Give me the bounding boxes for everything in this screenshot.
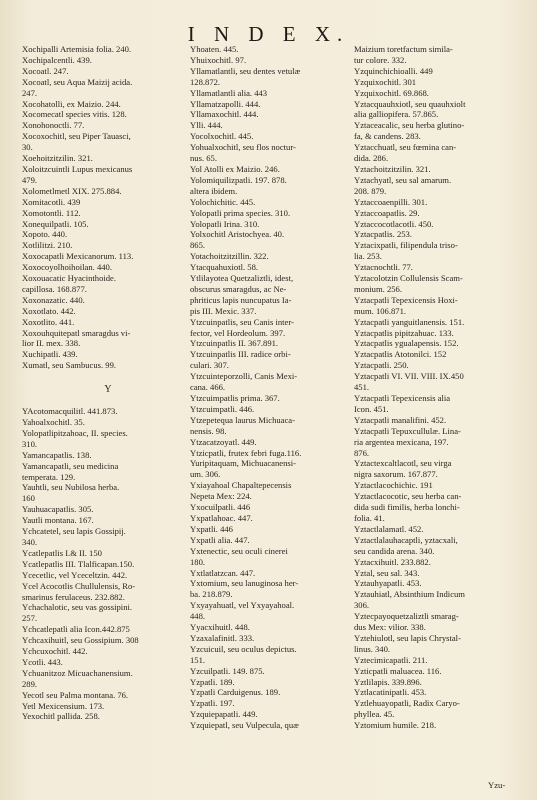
index-entry: Yzaxalafinitl. 333. (190, 632, 255, 643)
index-entry: Yol Atolli ex Maizio. 246. (190, 163, 280, 174)
index-entry: Yzquiepapatli. 449. (190, 709, 258, 720)
index-entry: Yztlehuayopatli, Radix Caryo- (354, 698, 460, 709)
index-entry: Yzquixochitl. 69.868. (354, 87, 429, 98)
index-entry: Yohualxochitl, seu flos noctur- (190, 142, 296, 153)
index-entry: Yolopatlipitzahoac, II. species. (22, 427, 128, 438)
index-entry: culari. 307. (190, 360, 229, 371)
index-entry: Ychcatetel, seu lapis Gossipij. (22, 526, 126, 537)
index-entry: Yztaceacalic, seu herba glutino- (354, 120, 465, 131)
index-entry: phriticus lapis nuncupatus Ia- (190, 294, 292, 305)
index-entry: Xocoxochitl, seu Piper Tauasci, (22, 131, 131, 142)
index-entry: Ychachalotic, seu vas gossipini. (22, 602, 133, 613)
index-entry: Yzpatli. 197. (190, 698, 235, 709)
index-entry: Ychuanitzoz Micuachanensium. (22, 667, 133, 678)
index-entry: Ytzcuimpatlis prima. 367. (190, 393, 280, 403)
index-entry: Xotlilitzi. 210. (22, 240, 73, 251)
index-entry: Yxiayahoal Chapaltepecensis (190, 480, 292, 491)
index-entry: Yzcuilpatli. 149. 875. (190, 665, 265, 676)
index-entry: Xomitacotli. 439 (22, 196, 81, 207)
index-entry: Xolometlmetl XIX. 275.884. (22, 185, 122, 196)
index-entry: Ychcaxihuitl, seu Gossipium. 308 (22, 635, 139, 646)
index-entry: seu candida arena. 340. (354, 545, 435, 556)
index-entry: Yetl Mexicensium. 173. (22, 700, 105, 711)
index-entry: Yztlacatinipatli. 453. (354, 687, 427, 698)
index-entry: Xoloitzcuintli Lupus mexicanus (22, 163, 133, 174)
index-entry: Yhoaten. 445. (190, 44, 239, 54)
index-entry: Yolomiquilizpatli. 197. 878. (190, 174, 287, 185)
index-entry: capillosa. 168.877. (22, 283, 87, 294)
index-entry: Yztomium humile. 218. (354, 720, 437, 731)
index-entry: Yztacpatlis. 253. (354, 229, 412, 240)
index-entry: Yamancapatli, seu medicina (22, 460, 119, 471)
index-entry: 479. (22, 174, 38, 185)
index-entry: phyllea. 45. (354, 709, 395, 720)
index-entry: nigra saxorum. 167.877. (354, 469, 438, 480)
index-entry: Yztacpatli VI. VII. VIII. IX.450 (354, 371, 464, 382)
index-entry: Yzquixochitl. 301 (354, 76, 417, 87)
index-entry: dida. 286. (354, 153, 389, 164)
index-entry: dus Mex: vilior. 338. (354, 622, 426, 633)
index-entry: Xuchipatli. 439. (22, 349, 78, 360)
index-entry: Maizium toretfactum simila- (354, 44, 453, 54)
index-entry: Xoehoitzitzilin. 321. (22, 153, 93, 164)
index-entry: Yztehiulotl, seu lapis Chrystal- (354, 632, 461, 643)
index-entry: Ytzicpatli, frutex febri fuga.116. (190, 447, 302, 458)
index-entry: nus. 65. (190, 153, 217, 164)
index-entry: altera ibidem. (190, 185, 238, 196)
index-entry: linus. 340. (354, 643, 391, 654)
index-entry: Ychcuxochitl. 442. (22, 646, 88, 657)
index-entry: cana. 466. (190, 382, 226, 393)
index-entry: um. 306. (190, 469, 221, 480)
index-entry: Yztacpatli. 250. (354, 360, 409, 371)
index-entry: obscurus smaragdus, ac Ne- (190, 283, 287, 294)
index-entry: Yztecimicapatli. 211. (354, 654, 428, 665)
index-entry: Yxyayahuatl, vel Yxyayahoal. (190, 600, 295, 611)
index-entry: Ytzcuinpatlis, seu Canis inter- (190, 316, 294, 327)
index-entry: Yztacpatlis pipitzahuac. 133. (354, 327, 454, 338)
index-entry: Yzcuicuil, seu oculus depictus. (190, 643, 297, 654)
index-entry: fector, vel Hordeolum. 397. (190, 327, 286, 338)
index-entry: Xomotontli. 112. (22, 207, 81, 218)
index-entry: Yztacpatlis ygualapensis. 152. (354, 338, 459, 349)
index-entry: Yauhtli, seu Nubilosa herba. (22, 482, 120, 493)
index-entry: Xochipalcentli. 439. (22, 54, 92, 65)
index-entry: 340. (22, 536, 38, 547)
index-entry: Ytacquahuxiotl. 58. (190, 262, 259, 273)
index-entry: Yztacolotzin Collulensis Scam- (354, 273, 463, 284)
index-entry: Ytzacatzoyatl. 449. (190, 436, 257, 447)
index-entry: YAcotomacquilitl. 441.873. (22, 406, 118, 417)
index-entry: Yztaccoaenpilli. 301. (354, 196, 428, 207)
catchword: Yzu- (488, 780, 506, 790)
index-entry: dida sudi fimilis, herba lonchi- (354, 502, 460, 513)
index-entry: Yzquiepatl, seu Vulpecula, quæ (190, 720, 299, 731)
index-entry: folia. 41. (354, 512, 385, 523)
index-entry: Yztacpatli manalifini. 452. (354, 414, 447, 425)
index-entry: Yztacpatli Tepexicensis alia (354, 393, 451, 403)
index-entry: Ycecetlic, vel Yceceltzin. 442. (22, 569, 128, 580)
index-entry: 876. (354, 447, 370, 458)
index-entry: Yxpatli alia. 447. (190, 534, 250, 545)
index-entry: lia. 253. (354, 251, 382, 262)
index-entry: Yztacixpatli, filipendula triso- (354, 240, 458, 251)
index-entry: Yztacpatli yanguitlanensis. 151. (354, 316, 465, 327)
index-column-3 (354, 44, 526, 731)
index-entry: Yztaccocotlacotli. 450. (354, 218, 434, 229)
index-entry: Yllamatzapolli. 444. (190, 98, 261, 109)
index-entry: 151. (190, 654, 206, 665)
index-entry: Yhuixochitl. 97. (190, 54, 247, 65)
index-entry: Xocohatolli, ex Maizio. 244. (22, 98, 121, 109)
index-entry: Yyacxihuitl. 448. (190, 622, 250, 633)
index-entry: Yxtenectic, seu oculi cinerei (190, 545, 288, 556)
index-entry: Ytlilayotea Quetzaliztli, idest, (190, 273, 294, 284)
index-column-1 (22, 44, 194, 722)
index-heading: I N D E X. (187, 22, 350, 46)
index-entry: Yzpatli. 189. (190, 676, 235, 687)
index-entry: fa, & candens. 283. (354, 131, 421, 142)
index-entry: Yzticpatli maluacea. 116. (354, 665, 442, 676)
index-entry: 306. (354, 600, 370, 611)
index-entry: Xonequilpatli. 105. (22, 218, 89, 229)
index-entry: 128.872. (190, 76, 221, 87)
index-entry: Yztacpatlis Atotonilci. 152 (354, 349, 447, 360)
index-entry: Ytzcuinpatlis III. radice orbi- (190, 349, 291, 360)
index-entry: Ycel Acocotlis Chullulensis, Ro- (22, 580, 136, 591)
index-entry: Xoxotlato. 442. (22, 305, 76, 316)
index-entry: Xoxocoyolhoihoilan. 440. (22, 262, 112, 273)
index-entry: Xochipalli Artemisia folia. 240. (22, 44, 132, 54)
index-entry: Icon. 451. (354, 403, 389, 414)
index-entry: Yahoalxochitl. 35. (22, 417, 85, 427)
index-entry: Yxpatli. 446 (190, 523, 233, 534)
index-entry: lior II. mex. 338. (22, 338, 81, 349)
index-entry: Yolopatli Irina. 310. (190, 218, 260, 229)
index-entry: 208. 879. (354, 185, 387, 196)
index-entry: Xocoatl. 247. (22, 65, 69, 76)
index-entry: Yztactlalauhacaptli, yztacxali, (354, 534, 458, 545)
index-entry: Yztauhyapatli. 453. (354, 578, 422, 589)
index-entry: pis III. Mexic. 337. (190, 305, 257, 316)
index-entry: Yxpatlahoac. 447. (190, 512, 253, 523)
index-entry: Xumatl, seu Sambucus. 99. (22, 360, 117, 371)
index-entry: Yztauhiatl, Absinthium Indicum (354, 589, 465, 600)
index-entry: Yztachoitzitzilin. 321. (354, 163, 431, 174)
index-entry: 160 (22, 493, 35, 504)
index-entry: Yztacnochtli. 77. (354, 262, 413, 273)
index-entry: 451. (354, 382, 370, 393)
index-entry: monium. 256. (354, 283, 402, 294)
index-entry: Yztactlacochichic. 191 (354, 480, 433, 491)
index-entry: Yztactlacocotic, seu herba can- (354, 491, 462, 502)
index-entry: Yztactexcaltlacotl, seu virga (354, 458, 452, 469)
index-entry: Xopoto. 440. (22, 229, 68, 240)
index-column-2 (190, 44, 362, 731)
index-entry: mum. 106.871. (354, 305, 407, 316)
index-entry: Ytzcuimpatli. 446. (190, 403, 255, 414)
index-entry: Yexochitl pallida. 258. (22, 711, 100, 722)
index-entry: Xoxonazatic. 440. (22, 294, 85, 305)
index-entry: Yllamaxochitl. 444. (190, 109, 259, 120)
index-entry: Ytzcuinteporzolli, Canis Mexi- (190, 371, 298, 382)
index-entry: Yzpatli Carduigenus. 189. (190, 687, 281, 698)
index-entry: Ycatlepatlis III. Tlalficapan.150. (22, 558, 135, 569)
index-entry: Ytzepetequa laurus Michuaca- (190, 414, 295, 425)
index-entry: ba. 218.879. (190, 589, 233, 600)
index-entry: Yztachyatl, seu sal amarum. (354, 174, 452, 185)
index-entry: Yolxochitl Aristochyea. 40. (190, 229, 285, 240)
index-entry: Ylli. 444. (190, 120, 223, 131)
index-entry: 30. (22, 142, 33, 153)
index-entry: Yxtlatlatzcan. 447. (190, 567, 256, 578)
index-entry: Yztlilapis. 339.896. (354, 676, 422, 687)
index-entry: Yauhuacapatlis. 305. (22, 504, 94, 515)
index-entry: Yautli montana. 167. (22, 515, 94, 526)
index-entry: Xocomecatl species vitis. 128. (22, 109, 127, 120)
index-entry: Yllamatlantli alia. 443 (190, 87, 268, 98)
index-entry: Ycotli. 443. (22, 656, 63, 667)
index-entry: 247. (22, 87, 38, 98)
index-entry: Yocolxochitl. 445. (190, 131, 254, 142)
index-entry: Yxtomium, seu lanuginosa her- (190, 578, 299, 589)
index-entry: 257. (22, 613, 38, 624)
section-letter-y: Y (104, 384, 112, 396)
index-entry: Yzquinchichioalli. 449 (354, 65, 433, 76)
index-entry: 865. (190, 240, 206, 251)
index-entry: 310. (22, 438, 38, 449)
index-entry: temperata. 129. (22, 471, 76, 482)
index-entry: Yztacpatli Tepexicensis Hoxi- (354, 294, 458, 305)
index-entry: Yztacquauhxiotl, seu quauhxiolt (354, 98, 466, 109)
index-entry: Xoxocapatli Mexicanorum. 113. (22, 251, 134, 262)
index-entry: Ycatlepatlis I.& II. 150 (22, 547, 102, 558)
index-entry: nensis. 98. (190, 425, 227, 436)
index-entry: Yztactlalamatl. 452. (354, 523, 424, 534)
index-entry: Nepeta Mex: 224. (190, 491, 252, 502)
index-entry: alia galliopifera. 57.865. (354, 109, 439, 120)
index-entry: Yztal, seu sal. 343. (354, 567, 420, 578)
index-entry: Yuripitaquam, Michuacanensi- (190, 458, 296, 469)
index-entry: Ytzcuinpatlis II. 367.891. (190, 338, 279, 349)
index-entry: Xoxouacatic Hyacinthoide. (22, 273, 117, 284)
index-entry: Yamancapatlis. 138. (22, 449, 92, 460)
index-entry: Yztecpayoquetzaliztli smarag- (354, 611, 459, 622)
index-entry: Yztacpatli Tepuxcullulæ. Lina- (354, 425, 461, 436)
index-entry: smarinus ferulaceus. 232.882. (22, 591, 125, 602)
index-entry: Xoxotlito. 441. (22, 316, 75, 327)
index-entry: Ychcatlepatli alia Icon.442.875 (22, 624, 130, 635)
index-entry: 180. (190, 556, 206, 567)
index-entry: Xocoatl, seu Aqua Maizij acida. (22, 76, 133, 87)
index-entry: Yztaccoapatlis. 29. (354, 207, 420, 218)
index-entry: Yxocuilpatli. 446 (190, 502, 251, 513)
index-entry: ria argentea mexicana, 197. (354, 436, 449, 447)
index-entry: Yztacchuatl, seu fœmina can- (354, 142, 457, 153)
index-entry: Yolopatli prima species. 310. (190, 207, 291, 218)
index-entry: Yolochichitic. 445. (190, 196, 256, 207)
index-entry: Yotachoitzitzillin. 322. (190, 251, 269, 262)
index-entry: Yztacxihuitl. 233.882. (354, 556, 431, 567)
index-entry: 289. (22, 678, 38, 689)
index-entry: tur colore. 332. (354, 54, 407, 65)
index-entry: Yllamatlantli, seu dentes vetulæ (190, 65, 301, 76)
index-entry: 448. (190, 611, 206, 622)
index-entry: Xoxouhquitepatl smaragdus vi- (22, 327, 131, 338)
index-entry: Xonohonoctli. 77. (22, 120, 85, 131)
index-entry: Yecotl seu Palma montana. 76. (22, 689, 129, 700)
